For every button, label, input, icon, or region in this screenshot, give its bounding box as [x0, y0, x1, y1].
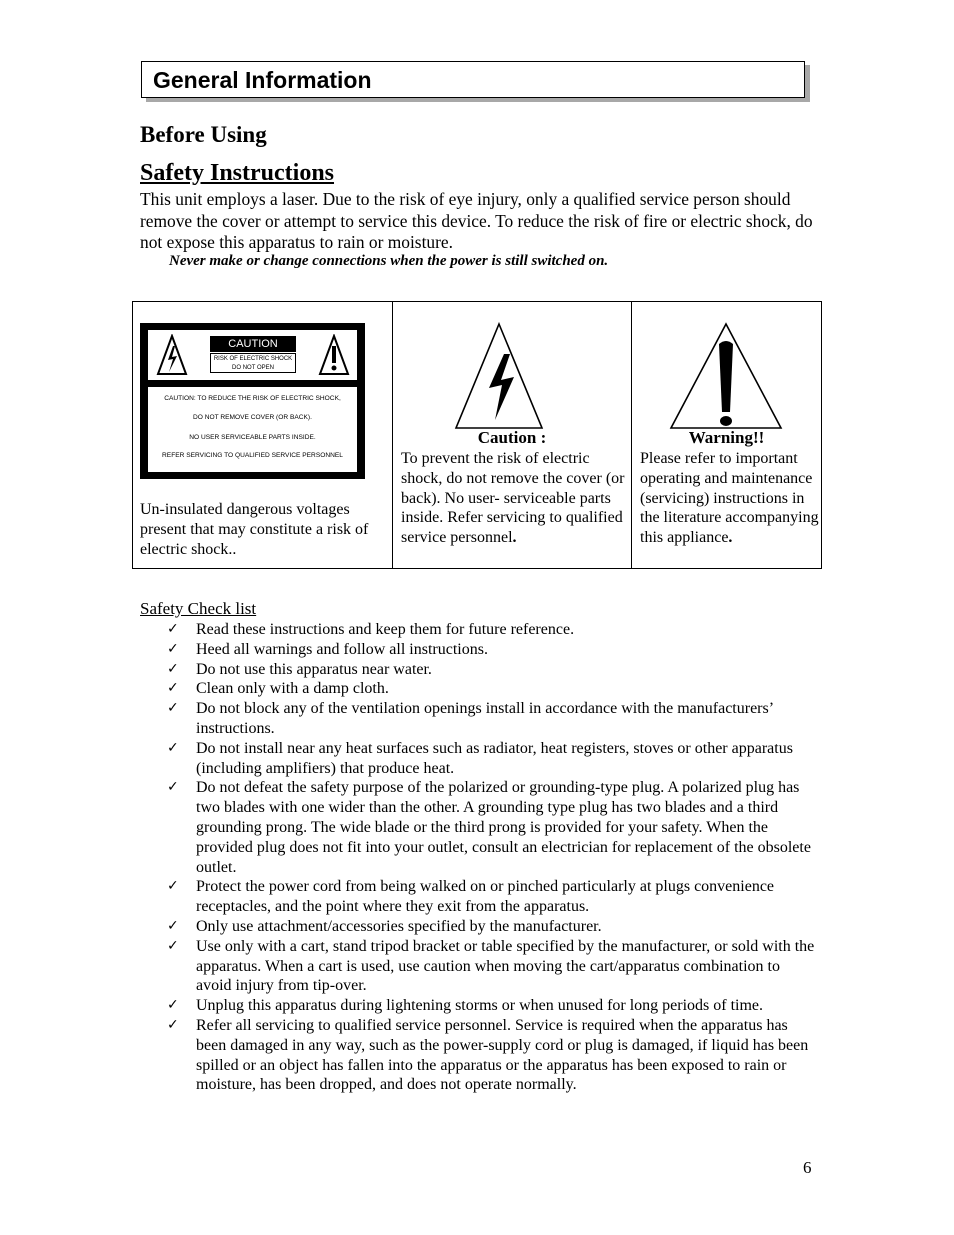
list-item [0, 620, 816, 640]
list-item-text: Refer all servicing to qualified service personnel. Service is required when the apparatus has been damaged in any way, such as the power-supply cord or plug is damaged, if liquid has been spilled or an object has fallen into the apparatus or the apparatus has been exposed to rain or moisture, has been dropped, and does not operate normally. [196, 1016, 809, 1094]
symbol-cell-caution: Caution : To prevent the risk of electric shock, do not remove the cover (or back). No user- serviceable parts inside. Refer servicing to qualified service personnel. [393, 302, 632, 568]
exclamation-warning-icon [669, 322, 783, 430]
plate-text-line: CAUTION: TO REDUCE THE RISK OF ELECTRIC SHOCK, [164, 395, 341, 402]
caution-description: To prevent the risk of electric shock, do not remove the cover (or back). No user- serviceable parts inside. Refer servicing to qualified service personnel [401, 450, 625, 547]
check-icon: ✓ [167, 779, 179, 796]
plate-text-line: DO NOT REMOVE COVER (OR BACK). [193, 414, 312, 421]
check-icon: ✓ [167, 1016, 179, 1033]
heading-before-using: Before Using [140, 122, 267, 147]
plate-text-line: REFER SERVICING TO QUALIFIED SERVICE PERSONNEL [162, 452, 343, 459]
check-icon: ✓ [167, 878, 179, 895]
check-icon: ✓ [167, 997, 179, 1014]
list-item [0, 679, 816, 699]
list-item-text: Do not install near any heat surfaces such as radiator, heat registers, stoves or other apparatus (including amplifiers) that produce heat. [196, 739, 793, 777]
plate-text-line: NO USER SERVICEABLE PARTS INSIDE. [189, 434, 316, 441]
list-item-text: Only use attachment/accessories specified by the manufacturer. [196, 917, 602, 935]
list-item [0, 660, 816, 680]
check-icon: ✓ [167, 680, 179, 697]
list-item-text: Protect the power cord from being walked on or pinched particularly at plugs convenience receptacles, and the point where they exit from the apparatus. [196, 878, 775, 916]
plate-risk-box [210, 353, 296, 373]
list-item-text: Heed all warnings and follow all instructions. [196, 640, 488, 658]
caution-label-plate [140, 323, 365, 479]
check-icon: ✓ [167, 660, 179, 677]
page-number: 6 [803, 1158, 812, 1177]
caution-heading: Caution : [477, 428, 547, 447]
list-item [0, 917, 816, 937]
safety-checklist [0, 620, 816, 1095]
check-icon: ✓ [167, 640, 179, 657]
list-item-text: Use only with a cart, stand tripod bracket or table specified by the manufacturer, or sold with the apparatus. When a cart is used, use caution when moving the cart/apparatus combination to avoid injury from tip-over. [196, 937, 815, 995]
plate-risk-line: RISK OF ELECTRIC SHOCK [213, 356, 293, 362]
exclamation-warning-icon [318, 334, 350, 376]
list-item-text: Do not use this apparatus near water. [196, 660, 432, 678]
label-description: Un-insulated dangerous voltages present that may constitute a risk of electric shock.. [140, 501, 369, 558]
check-icon: ✓ [167, 917, 179, 934]
plate-caution-text: CAUTION [210, 336, 296, 352]
list-item-text: Unplug this apparatus during lightening storms or when unused for long periods of time. [196, 997, 764, 1015]
warning-description: Please refer to important operating and maintenance (servicing) instructions in the literature accompanying this appliance [640, 450, 819, 547]
symbol-cell-label [133, 302, 393, 568]
list-item [0, 699, 816, 739]
list-item-text: Do not defeat the safety purpose of the polarized or grounding-type plug. A polarized plug has two blades with one wider than the other. A grounding type plug has two blades and a third grounding prong. The wide blade or the third prong is provided for your safety. When the provided plug does not fit into your outlet, consult an electrician for replacement of the obsolete outlet. [196, 779, 811, 876]
warning-heading: Warning!! [688, 428, 765, 447]
check-icon: ✓ [167, 700, 179, 717]
list-item-text: Do not block any of the ventilation openings install in accordance with the manufacturers’ instructions. [196, 700, 773, 737]
list-item [0, 640, 816, 660]
safety-checklist-title: Safety Check list [140, 599, 257, 618]
heading-safety-instructions: Safety Instructions [140, 160, 335, 186]
section-header [141, 61, 805, 98]
power-notice: Never make or change connections when the power is still switched on. [169, 253, 609, 269]
check-icon: ✓ [167, 739, 179, 756]
plate-risk-line: DO NOT OPEN [232, 365, 274, 371]
list-item-text: Read these instructions and keep them for future reference. [196, 621, 575, 638]
check-icon: ✓ [167, 621, 179, 637]
electric-shock-warning-icon [454, 322, 544, 430]
list-item [0, 877, 816, 917]
list-item [0, 1016, 816, 1095]
list-item [0, 937, 816, 996]
intro-paragraph: This unit employs a laser. Due to the risk of eye injury, only a qualified service person should remove the cover or attempt to service this device. To reduce the risk of fire or electric shock, do not expose this apparatus to rain or moisture. [140, 189, 813, 252]
list-item [0, 739, 816, 779]
safety-symbols-table [132, 301, 822, 569]
section-title: General Information [153, 67, 372, 93]
electric-shock-warning-icon [156, 334, 188, 376]
list-item-text: Clean only with a damp cloth. [196, 680, 389, 698]
list-item [0, 778, 816, 877]
symbol-cell-warning: Warning!! Please refer to important operating and maintenance (servicing) instructions in the literature accompanying this appliance. [632, 302, 821, 568]
list-item [0, 996, 816, 1016]
check-icon: ✓ [167, 937, 179, 954]
